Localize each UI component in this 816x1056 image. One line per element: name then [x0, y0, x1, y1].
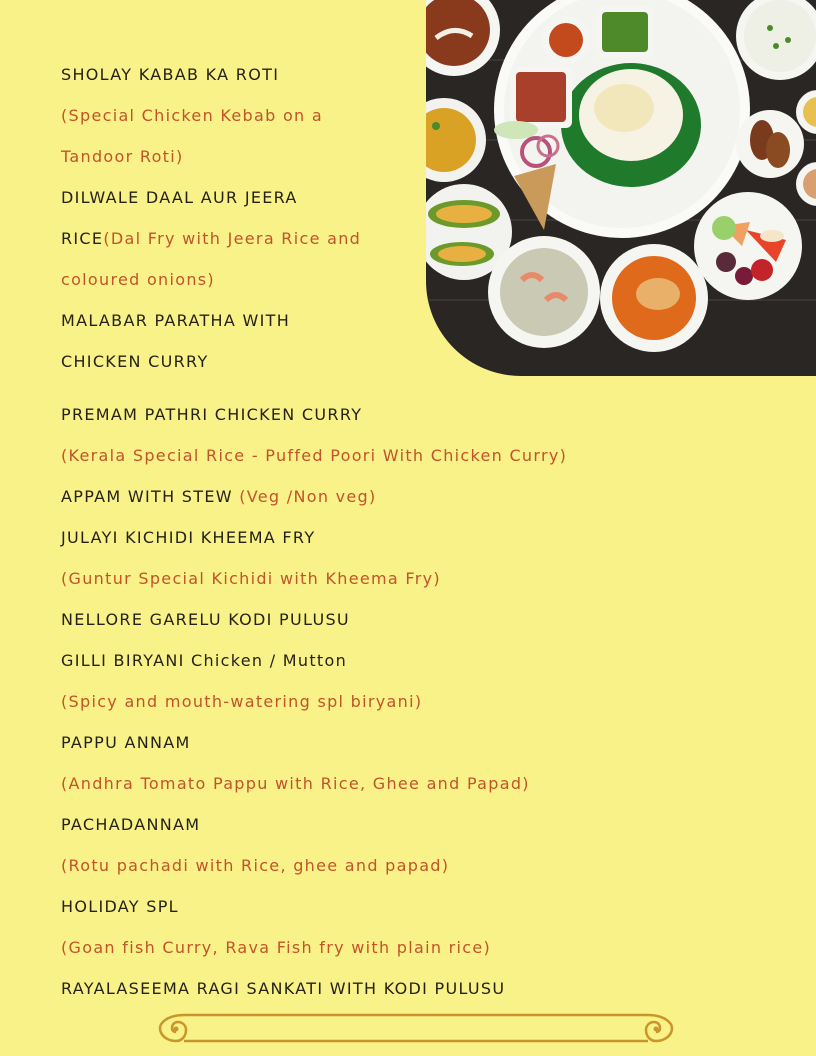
scroll-ornament-icon	[158, 1010, 674, 1046]
dish-julayi-kichidi-kheema-fry: JULAYI KICHIDI KHEEMA FRY	[61, 528, 316, 547]
dish-name-part: CHICKEN CURRY	[61, 352, 209, 371]
dish-description: coloured onions)	[61, 270, 215, 289]
dish-description: (Rotu pachadi with Rice, ghee and papad)	[61, 856, 450, 875]
dish-description: (Spicy and mouth-watering spl biryani)	[61, 692, 423, 711]
dish-pappu-annam: PAPPU ANNAM	[61, 733, 191, 752]
dish-description: (Kerala Special Rice - Puffed Poori With Chicken Curry)	[61, 446, 568, 465]
dish-holiday-spl: HOLIDAY SPL	[61, 897, 179, 916]
dish-nellore-garelu-kodi-pulusu: NELLORE GARELU KODI PULUSU	[61, 610, 350, 629]
dish-description: (Veg /Non veg)	[239, 487, 377, 506]
dish-name-part: RICE	[61, 229, 104, 248]
dish-sholay-kabab-ka-roti: SHOLAY KABAB KA ROTI	[61, 65, 280, 84]
dish-premam-pathri-chicken-curry: PREMAM PATHRI CHICKEN CURRY	[61, 405, 363, 424]
dish-description: (Guntur Special Kichidi with Kheema Fry)	[61, 569, 441, 588]
food-thali-photo	[426, 0, 816, 376]
dish-gilli-biryani: GILLI BIRYANI Chicken / Mutton	[61, 651, 348, 670]
dish-pachadannam: PACHADANNAM	[61, 815, 201, 834]
dish-line	[61, 487, 377, 507]
dish-rayalaseema-ragi-sankati: RAYALASEEMA RAGI SANKATI WITH KODI PULUSU	[61, 979, 506, 998]
dish-description: (Special Chicken Kebab on a	[61, 106, 323, 125]
dish-malabar-paratha: MALABAR PARATHA WITH	[61, 311, 291, 330]
dish-description: (Dal Fry with Jeera Rice and	[103, 229, 362, 248]
dish-description: Tandoor Roti)	[61, 147, 184, 166]
dish-description: (Andhra Tomato Pappu with Rice, Ghee and Papad)	[61, 774, 530, 793]
dish-line	[61, 229, 361, 249]
dish-dilwale-daal-aur-jeera: DILWALE DAAL AUR JEERA	[61, 188, 298, 207]
dish-appam-with-stew: APPAM WITH STEW	[61, 487, 233, 506]
dish-description: (Goan fish Curry, Rava Fish fry with plain rice)	[61, 938, 492, 957]
